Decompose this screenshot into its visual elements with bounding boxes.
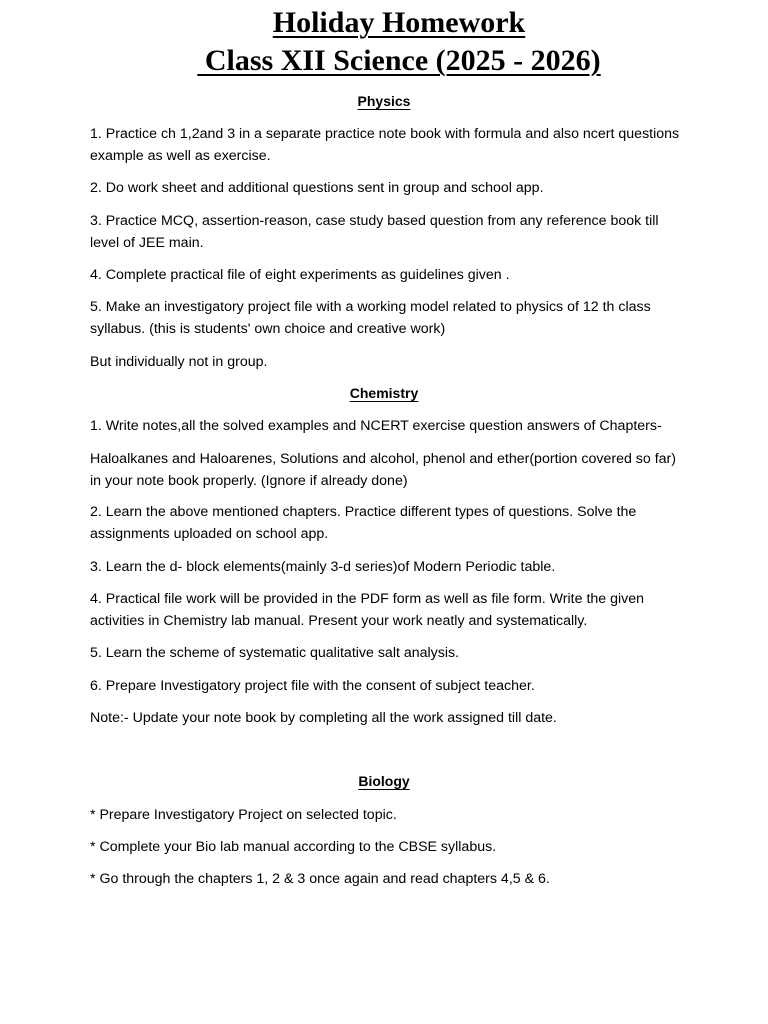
- biology-heading: Biology: [358, 773, 410, 789]
- document-title: [0, 4, 768, 80]
- physics-item-5: 5. Make an investigatory project file with a working model related to physics of 12 th class syllabus. (this is students' own choice and creative work): [90, 299, 651, 337]
- biology-item-2: * Complete your Bio lab manual according to the CBSE syllabus.: [90, 839, 497, 855]
- chemistry-item-1-continued: Haloalkanes and Haloarenes, Solutions and alcohol, phenol and ether(portion covered so far) in your note book properly. (Ignore if already done): [90, 451, 677, 489]
- chemistry-item-2: 2. Learn the above mentioned chapters. Practice different types of questions. Solve the assignments uploaded on school app.: [90, 504, 637, 542]
- chemistry-item-4: 4. Practical file work will be provided in the PDF form as well as file form. Write the given activities in Chemistry lab manual. Present your work neatly and systematically.: [90, 591, 645, 629]
- chemistry-item-1: 1. Write notes,all the solved examples and NCERT exercise question answers of Chapters-: [90, 418, 662, 434]
- physics-note: But individually not in group.: [90, 354, 268, 370]
- physics-heading: Physics: [357, 93, 411, 109]
- biology-item-1: * Prepare Investigatory Project on selected topic.: [90, 807, 397, 823]
- biology-item-3: * Go through the chapters 1, 2 & 3 once again and read chapters 4,5 & 6.: [90, 871, 550, 887]
- title-line-2: Class XII Science (2025 - 2026): [197, 44, 601, 77]
- physics-item-1: 1. Practice ch 1,2and 3 in a separate practice note book with formula and also ncert questions example as well as exercise.: [90, 126, 680, 164]
- physics-item-4: 4. Complete practical file of eight experiments as guidelines given .: [90, 267, 510, 283]
- physics-item-3: 3. Practice MCQ, assertion-reason, case study based question from any reference book till level of JEE main.: [90, 213, 659, 251]
- chemistry-heading: Chemistry: [349, 385, 419, 401]
- chemistry-item-3: 3. Learn the d- block elements(mainly 3-d series)of Modern Periodic table.: [90, 559, 556, 575]
- chemistry-note: Note:- Update your note book by completing all the work assigned till date.: [90, 710, 557, 726]
- physics-item-2: 2. Do work sheet and additional questions sent in group and school app.: [90, 180, 544, 196]
- chemistry-item-6: 6. Prepare Investigatory project file with the consent of subject teacher.: [90, 678, 535, 694]
- chemistry-item-5: 5. Learn the scheme of systematic qualitative salt analysis.: [90, 645, 460, 661]
- title-line-1: Holiday Homework: [272, 6, 526, 39]
